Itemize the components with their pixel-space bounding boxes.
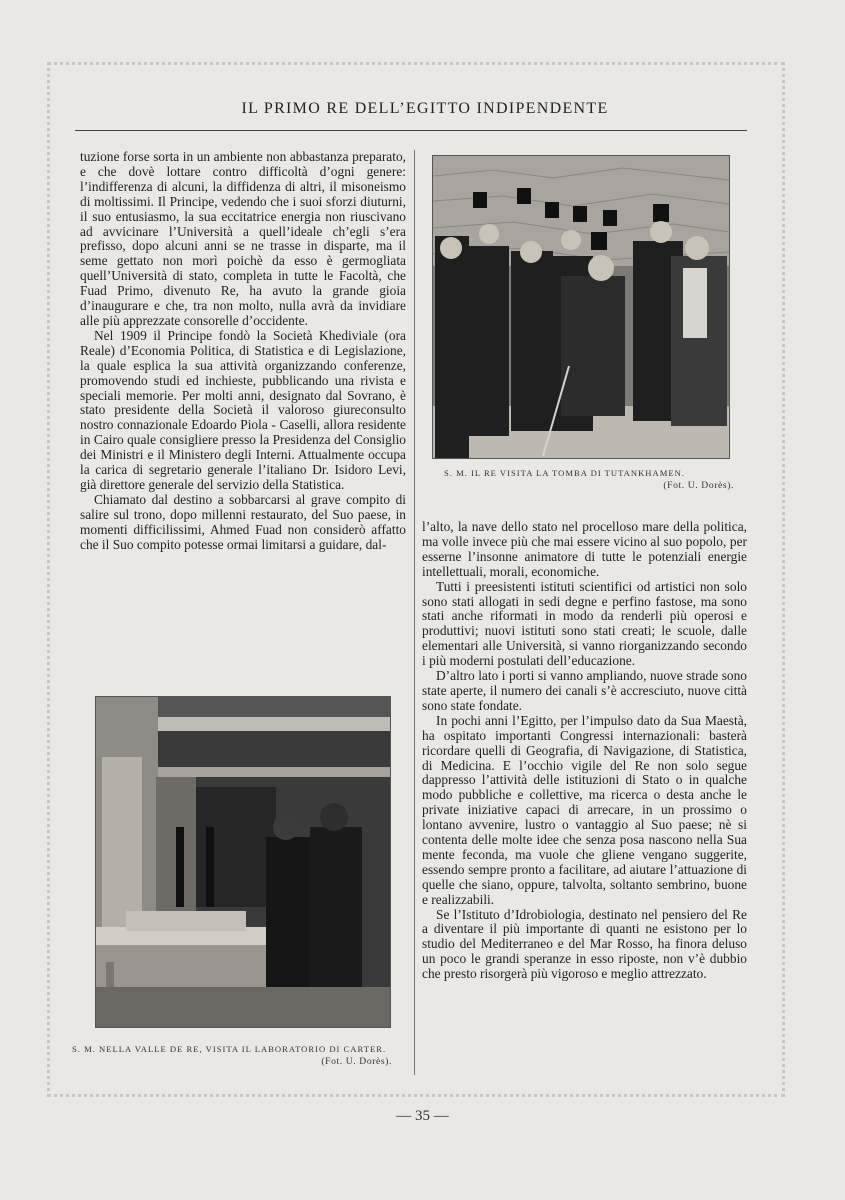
right-paragraph-5: Se l’Istituto d’Idrobiologia, destinato nel pensiero del Re a diventare il più importante di quanti ne esistono per lo studio del Mediterraneo e del Mar Rosso, ha finora deluso un poco le grandi speranze in esso riposte, non v’è dubbio che presto risorgerà più vigoroso e meglio attrezzato.: [422, 906, 747, 982]
photo-bottom-credit: (Fot. U. Dorès).: [321, 1056, 392, 1067]
right-paragraph-3: D’altro lato i porti si vanno ampliando, nuove strade sono state aperte, il numero dei canali s’è accresciuto, nuove città sono state fondate.: [422, 668, 747, 713]
photo-top-caption: [444, 468, 734, 491]
right-paragraph-1: l’alto, la nave dello stato nel procelloso mare della politica, ma volle invece più che mai essere vicino al suo popolo, per esserne l’insonne animatore di tutte le potenziali energie intellettuali, morali, economiche.: [422, 519, 747, 579]
right-paragraph-4: In pochi anni l’Egitto, per l’impulso dato da Sua Maestà, ha ospitato importanti Congressi internazionali: basterà ricordare quelli di Geografia, di Navigazione, di Statistica, di Medicina. E l’occhio vigile del Re non solo segue dappresso l’attività delle istituzioni di Stato o in qualche modo pubbliche e collettive, ma ricerca o desta anche le private iniziative capaci di arrecare, in un prossimo o lontano avvenire, lustro o vantaggio al Suo paese; nè si contenta delle molte idee che senza posa nascono nella Sua mente feconda, ma vuole che gliene vengano suggerite, essendo sempre pronto a facilitare, ad aiutare l’attuazione di quelle che siano, oppure, talvolta, soltanto sembrino, buone e realizzabili.: [422, 712, 747, 907]
page-title: IL PRIMO RE DELL’EGITTO INDIPENDENTE: [241, 100, 609, 117]
photo-top-caption-text: S. M. IL RE VISITA LA TOMBA DI TUTANKHAMEN.: [444, 468, 685, 478]
photo-bottom-caption-text: S. M. NELLA VALLE DE RE, VISITA IL LABORATORIO DI CARTER.: [72, 1044, 387, 1054]
photo-bottom-caption: [72, 1044, 392, 1067]
photo-top-credit: (Fot. U. Dorès).: [663, 480, 734, 491]
right-paragraph-2: Tutti i preesistenti istituti scientifici od artistici non solo sono stati allogati in sedi degne e perfino fastose, ma sono stati anche riformati in modo da renderli più operosi e produttivi; nuovi istituti sono stati creati; le scuole, dalle elementari alle Università, si vanno riorganizzando secondo i più moderni postulati dell’educazione.: [422, 578, 747, 669]
right-column: [422, 520, 747, 982]
photo-king-tomb-visit: [432, 155, 730, 459]
left-column: [80, 150, 406, 552]
left-paragraph-1: tuzione forse sorta in un ambiente non abbastanza preparato, e che dovè lottare contro difficoltà d’ogni genere: l’indifferenza di alcuni, la diffidenza di altri, il misoneismo di moltissimi. Il Principe, vedendo che i suoi sforzi diuturni, il suo entusiasmo, la sua eccitatrice energia non riuscivano ad avvicinare l’Università a quell’ideale ch’egli s’era prefisso, dopo alcuni anni se ne trasse in disparte, ma il seme gettato non morì poichè da esso è germogliata quell’Università di stato, completa in tutte le Facoltà, che Fuad Primo, divenuto Re, ha avuto la grande gioia d’inaugurare e che, tra non molto, nulla avrà da invidiare alle più apprezzate consorelle d’occidente.: [80, 149, 406, 328]
photo-carter-laboratory: [95, 696, 391, 1028]
left-paragraph-3: Chiamato dal destino a sobbarcarsi al grave compito di salire sul trono, dopo millenni restaurato, del Suo paese, in momenti difficilissimi, Ahmed Fuad non considerò affatto che il Suo compito potesse ormai limitarsi a guidare, dal-: [80, 491, 406, 552]
left-paragraph-2: Nel 1909 il Principe fondò la Società Khediviale (ora Reale) d’Economia Politica, di Statistica e di Legislazione, la quale esplica la sua attività organizzando conferenze, promovendo studi ed inchieste, pubblicando una rivista e speciali memorie. Per molti anni, designato dal Sovrano, è stato presidente della Società il valoroso giureconsulto nostro connazionale Edoardo Piola - Caselli, allora residente in Cairo quale consigliere presso la Presidenza del Consiglio dei Ministri e il Ministero degli Interni. Attualmente occupa la carica di segretario generale l’italiano Dr. Isidoro Levi, già direttore generale del servizio della Statistica.: [80, 327, 406, 492]
column-divider: [414, 150, 415, 1075]
header-rule: [75, 130, 747, 131]
page-number: — 35 —: [396, 1108, 449, 1124]
